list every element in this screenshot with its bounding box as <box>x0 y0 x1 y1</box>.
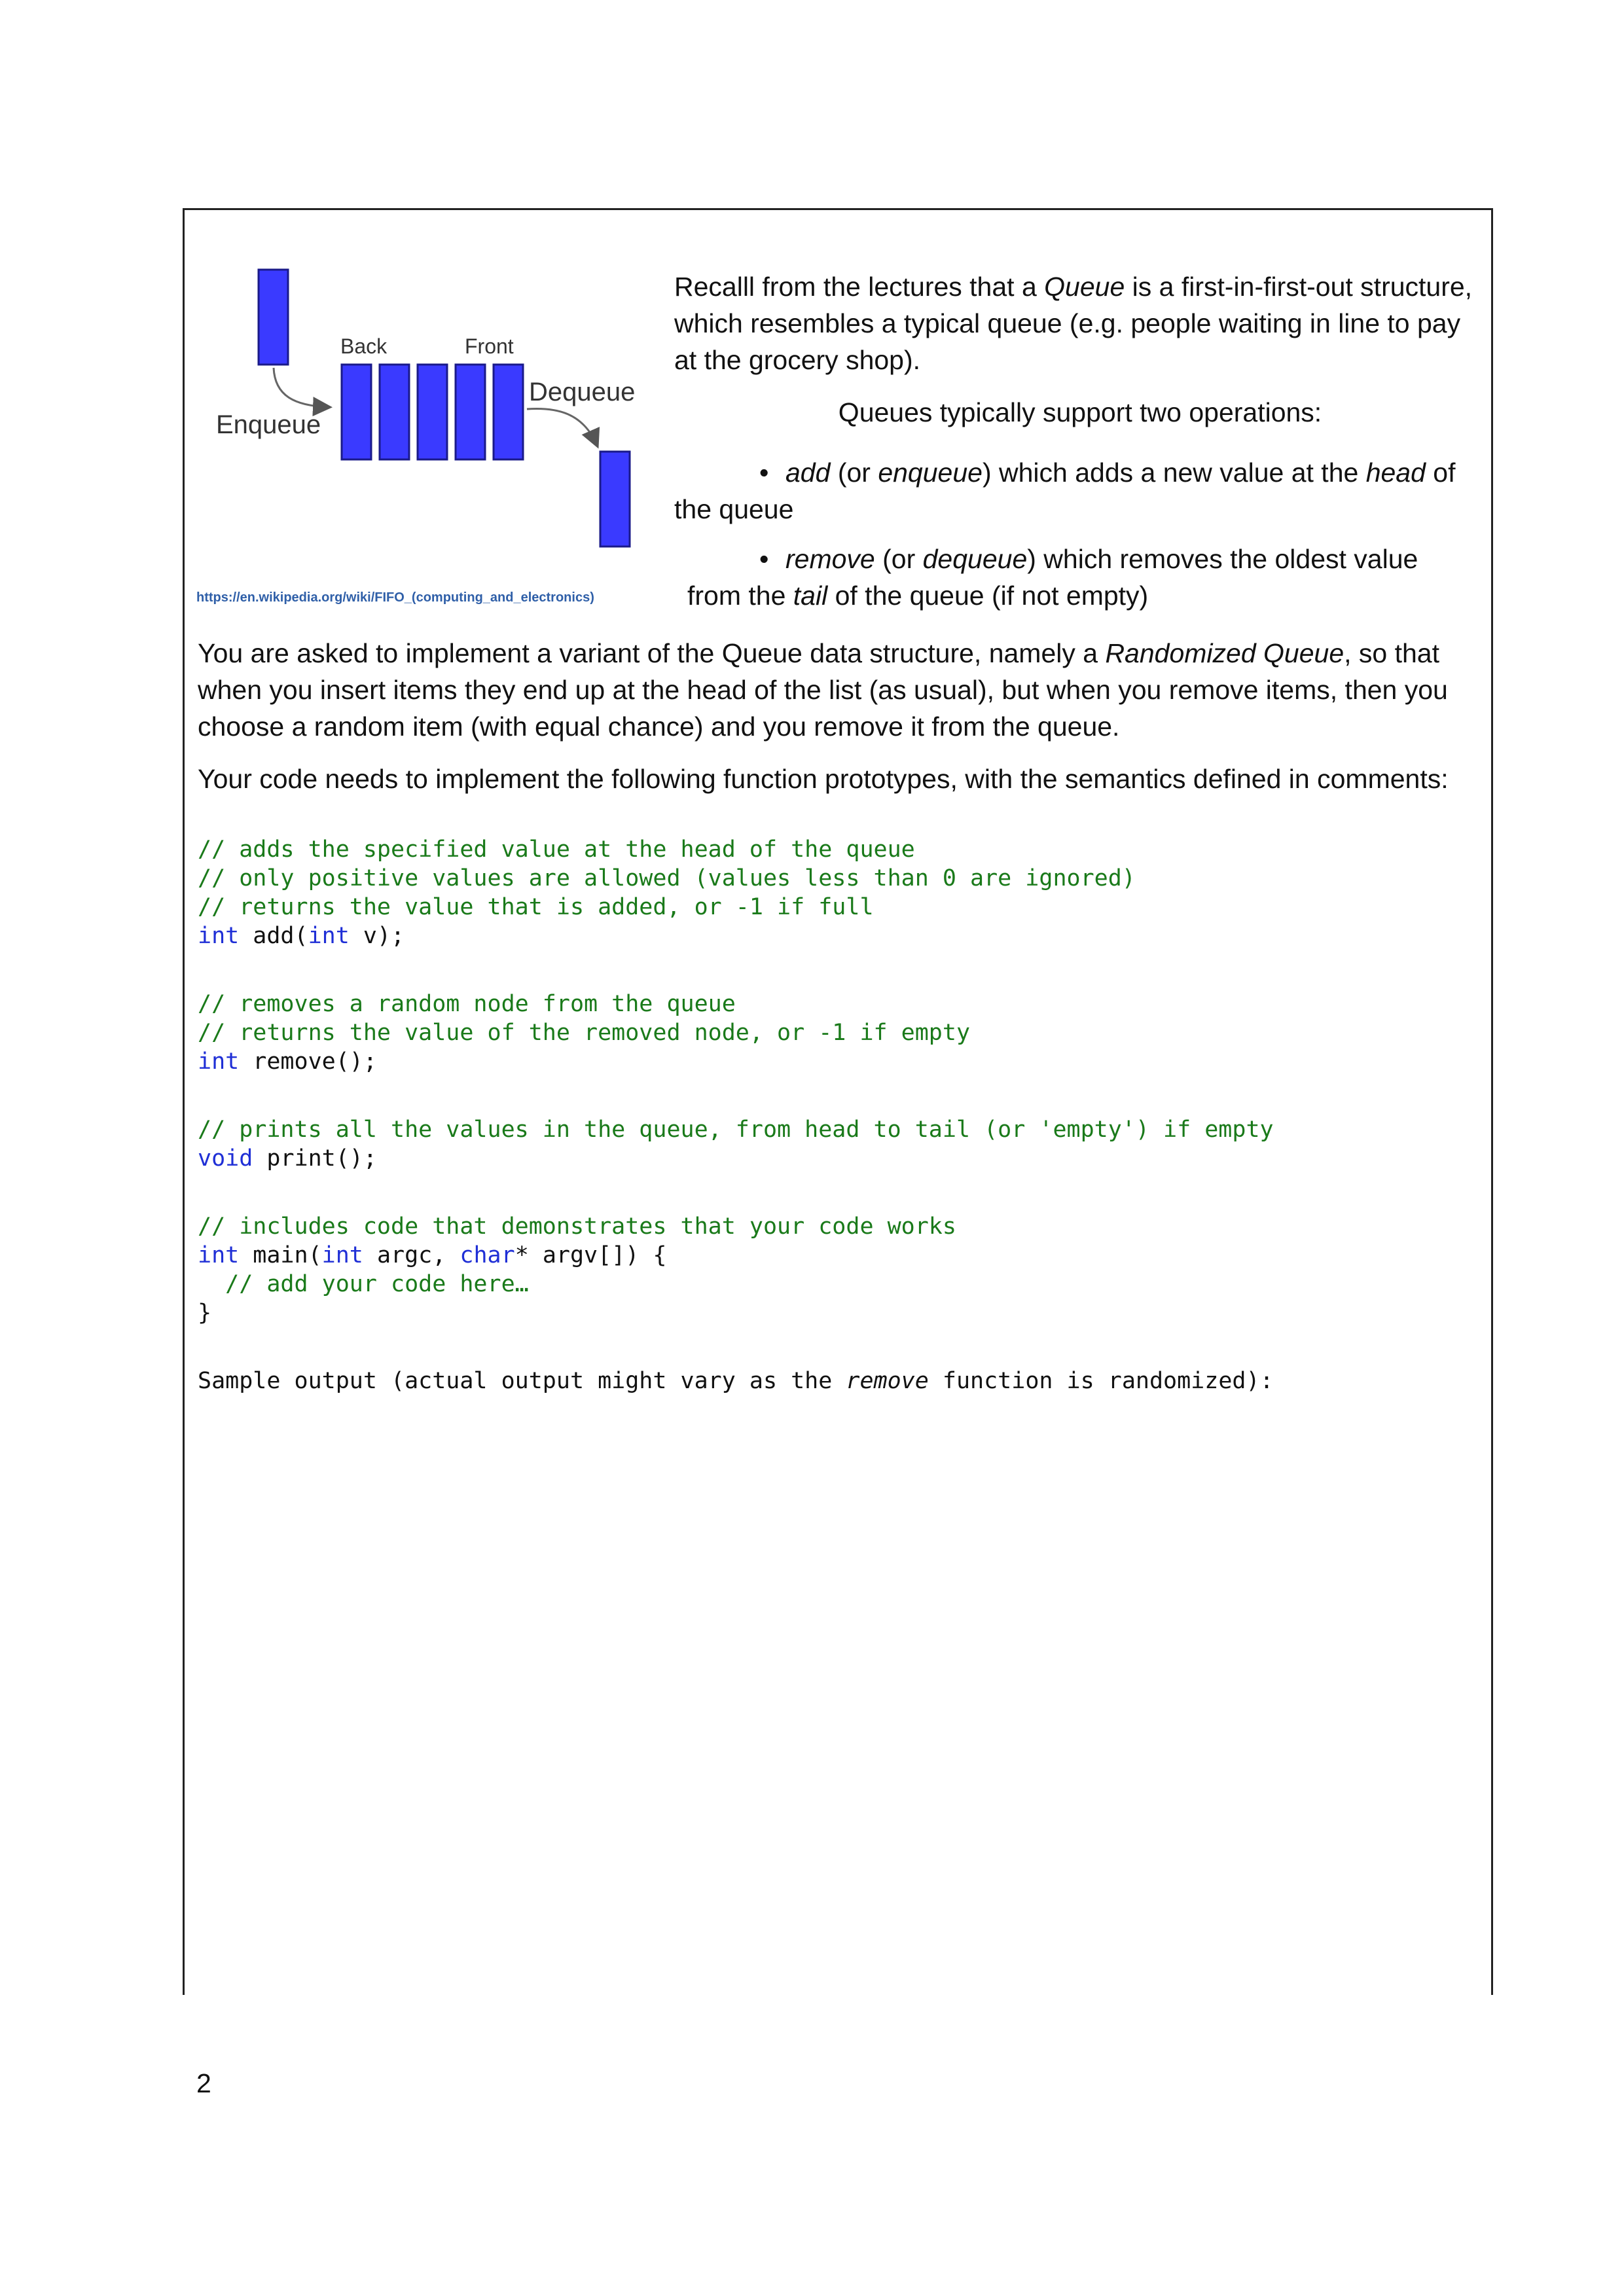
page-number: 2 <box>196 2068 211 2098</box>
enqueue-label: Enqueue <box>216 410 321 439</box>
code-block-add: // adds the specified value at the head of the queue // only positive values are allowed (values less than 0 are ignored) // returns the value that is added, or -1 if full int add(int v); <box>198 836 1136 949</box>
outgoing-element-box <box>600 452 630 547</box>
image-source-caption[interactable]: https://en.wikipedia.org/wiki/FIFO_(computing_and_electronics) <box>196 590 594 605</box>
sample-output-heading: Sample output (actual output might vary as the remove function is randomized): <box>198 1368 1274 1394</box>
prototypes-paragraph: Your code needs to implement the following function prototypes, with the semantics defined in comments: <box>198 764 1449 794</box>
queue-slot-2 <box>380 365 409 459</box>
code-block-print: // prints all the values in the queue, from head to tail (or 'empty') if empty void print(); <box>198 1117 1274 1172</box>
code-block-main: // includes code that demonstrates that your code works int main(int argc, char* argv[]) { // add your code here… } <box>198 1213 956 1326</box>
bullet-add-continuation: the queue <box>674 494 794 524</box>
enqueue-arrow <box>274 368 329 407</box>
back-label: Back <box>340 334 388 358</box>
queue-slot-3 <box>418 365 447 459</box>
bullet-remove: • remove (or dequeue) which removes the oldest value <box>759 544 1418 574</box>
front-label: Front <box>465 334 514 358</box>
intro-paragraph: Recalll from the lectures that a Queue is a first-in-first-out structure, which resembles a typical queue (e.g. people waiting in line to pay at the grocery shop). <box>674 272 1473 375</box>
queue-slot-5 <box>494 365 523 459</box>
queue-diagram <box>190 255 668 622</box>
task-paragraph: You are asked to implement a variant of the Queue data structure, namely a Randomized Queue, so that when you insert items they end up at the head of the list (as usual), but when you remove items, then you choose a random item (with equal chance) and you remove it from the queue. <box>198 638 1448 742</box>
incoming-element-box <box>259 270 288 365</box>
queue-slot-4 <box>456 365 485 459</box>
dequeue-arrow <box>527 408 597 445</box>
bullet-add: • add (or enqueue) which adds a new value at the head of <box>759 457 1456 488</box>
bullet-remove-continuation: from the tail of the queue (if not empty) <box>687 581 1149 611</box>
queue-slot-1 <box>342 365 371 459</box>
dequeue-label: Dequeue <box>529 378 636 406</box>
operations-lead: Queues typically support two operations: <box>838 397 1322 427</box>
code-block-remove: // removes a random node from the queue // returns the value of the removed node, or -1 if empty int remove(); <box>198 991 971 1075</box>
intro-text <box>674 268 1486 614</box>
